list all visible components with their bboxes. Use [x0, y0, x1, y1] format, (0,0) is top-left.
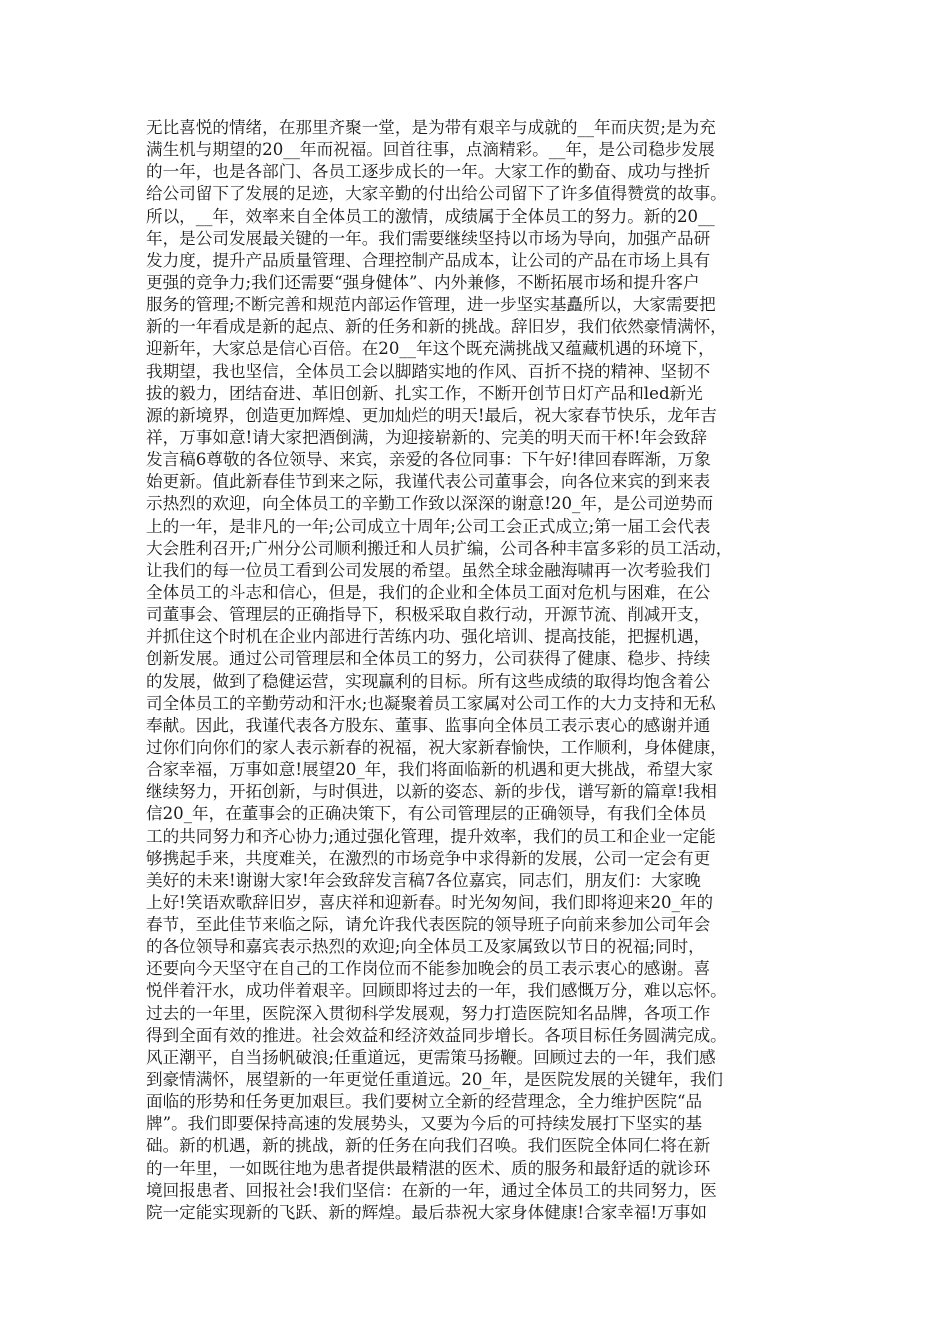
text-line: 牌”。我们即要保持高速的发展势头，又要为今后的可持续发展打下坚实的基: [146, 1114, 703, 1134]
text-line: 给公司留下了发展的足迹，大家辛勤的付出给公司留下了许多值得赞赏的故事。: [146, 184, 727, 204]
text-line: 上的一年，是非凡的一年;公司成立十周年;公司工会正式成立;第一届工会代表: [146, 516, 711, 536]
text-line: 创新发展。通过公司管理层和全体员工的努力，公司获得了健康、稳步、持续: [146, 649, 711, 669]
text-line: 春节，至此佳节来临之际，请允许我代表医院的领导班子向前来参加公司年会: [146, 915, 711, 935]
text-line: 过你们向你们的家人表示新春的祝福，祝大家新春愉快，工作顺利，身体健康，: [146, 737, 727, 757]
text-line: 大会胜利召开;广州分公司顺利搬迁和人员扩编，公司各种丰富多彩的员工活动，: [146, 538, 733, 558]
text-line: 源的新境界，创造更加辉煌、更加灿烂的明天!最后，祝大家春节快乐，龙年吉: [146, 405, 717, 425]
text-line: 风正潮平，自当扬帆破浪;任重道远，更需策马扬鞭。回顾过去的一年，我们感: [146, 1047, 716, 1067]
text-line: 工的共同努力和齐心协力;通过强化管理，提升效率，我们的员工和企业一定能: [146, 826, 716, 846]
text-line: 的各位领导和嘉宾表示热烈的欢迎;向全体员工及家属致以节日的祝福;同时，: [146, 937, 705, 957]
text-line: 始更新。值此新春佳节到来之际，我谨代表公司董事会，向各位来宾的到来表: [146, 472, 711, 492]
text-line: 无比喜悦的情绪，在那里齐聚一堂，是为带有艰辛与成就的__年而庆贺;是为充: [146, 118, 716, 137]
text-line: 让我们的每一位员工看到公司发展的希望。虽然全球金融海啸再一次考验我们: [146, 560, 711, 580]
text-line: 合家幸福，万事如意!展望20_年，我们将面临新的机遇和更大挑战，希望大家: [146, 760, 714, 780]
text-line: 拔的毅力，团结奋进、革旧创新、扎实工作，不断开创节日灯产品和led新光: [146, 383, 703, 403]
text-line: 继续努力，开拓创新，与时俱进，以新的姿态、新的步伐，谱写新的篇章!我相: [146, 782, 717, 802]
text-line: 础。新的机遇，新的挑战，新的任务在向我们召唤。我们医院全体同仁将在新: [146, 1136, 711, 1156]
text-line: 迎新年，大家总是信心百倍。在20__年这个既充满挑战又蕴藏机遇的环境下，: [146, 339, 715, 359]
text-line: 所以，__年，效率来自全体员工的激情，成绩属于全体员工的努力。新的20__: [146, 206, 715, 226]
text-line: 发力度，提升产品质量管理、合理控制产品成本，让公司的产品在市场上具有: [146, 250, 711, 270]
text-line: 年，是公司发展最关键的一年。我们需要继续坚持以市场为导向，加强产品研: [146, 228, 711, 248]
text-line: 信20_年，在董事会的正确决策下，有公司管理层的正确领导，有我们全体员: [146, 804, 707, 824]
text-line: 满生机与期望的20__年而祝福。回首往事，点滴精彩。__年，是公司稳步发展: [146, 140, 715, 160]
text-line: 够携起手来，共度难关，在激烈的市场竞争中求得新的发展，公司一定会有更: [146, 848, 711, 868]
text-line: 祥，万事如意!请大家把酒倒满，为迎接崭新的、完美的明天而干杯!年会致辞: [146, 427, 707, 447]
text-line: 的发展，做到了稳健运营，实现赢利的目标。所有这些成绩的取得均饱含着公: [146, 671, 711, 691]
text-line: 上好!笑语欢歌辞旧岁，喜庆祥和迎新春。时光匆匆间，我们即将迎来20_年的: [146, 892, 714, 912]
body-text: [146, 117, 826, 1224]
text-line: 境回报患者、回报社会!我们坚信：在新的一年，通过全体员工的共同努力，医: [146, 1180, 717, 1200]
text-line: 全体员工的斗志和信心，但是，我们的企业和全体员工面对危机与困难，在公: [146, 582, 711, 602]
text-line: 司董事会、管理层的正确指导下，积极采取自救行动，开源节流、削减开支，: [146, 605, 711, 625]
text-line: 并抓住这个时机在企业内部进行苦练内功、强化培训、提高技能，把握机遇，: [146, 627, 711, 647]
text-line: 我期望，我也坚信，全体员工会以脚踏实地的作风、百折不挠的精神、坚韧不: [146, 361, 711, 381]
text-line: 还要向今天坚守在自己的工作岗位而不能参加晚会的员工表示衷心的感谢。喜: [146, 959, 711, 979]
text-line: 新的一年看成是新的起点、新的任务和新的挑战。辞旧岁，我们依然豪情满怀，: [146, 317, 727, 337]
text-line: 司全体员工的辛勤劳动和汗水;也凝聚着员工家属对公司工作的大力支持和无私: [146, 693, 716, 713]
text-line: 美好的未来!谢谢大家!年会致辞发言稿7各位嘉宾，同志们，朋友们：大家晚: [146, 870, 701, 890]
text-line: 院一定能实现新的飞跃、新的辉煌。最后恭祝大家身体健康!合家幸福!万事如: [146, 1202, 707, 1222]
text-line: 得到全面有效的推进。社会效益和经济效益同步增长。各项目标任务圆满完成。: [146, 1025, 727, 1045]
text-line: 面临的形势和任务更加艰巨。我们要树立全新的经营理念，全力维护医院“品: [146, 1092, 703, 1112]
text-line: 的一年里，一如既往地为患者提供最精湛的医术、质的服务和最舒适的就诊环: [146, 1158, 711, 1178]
text-line: 到豪情满怀，展望新的一年更觉任重道远。20_年，是医院发展的关键年，我们: [146, 1070, 724, 1090]
text-line: 示热烈的欢迎，向全体员工的辛勤工作致以深深的谢意!20_年，是公司逆势而: [146, 494, 714, 514]
text-line: 发言稿6尊敬的各位领导、来宾，亲爱的各位同事：下午好!律回春晖渐，万象: [146, 450, 711, 470]
text-line: 的一年，也是各部门、各员工逐步成长的一年。大家工作的勤奋、成功与挫折: [146, 162, 711, 182]
text-line: 悦伴着汗水，成功伴着艰辛。回顾即将过去的一年，我们感慨万分，难以忘怀。: [146, 981, 727, 1001]
text-line: 奉献。因此，我谨代表各方股东、董事、监事向全体员工表示衷心的感谢并通: [146, 715, 711, 735]
text-line: 更强的竞争力;我们还需要“强身健体”、内外兼修，不断拓展市场和提升客户: [146, 272, 700, 292]
text-line: 过去的一年里，医院深入贯彻科学发展观，努力打造医院知名品牌，各项工作: [146, 1003, 711, 1023]
text-line: 服务的管理;不断完善和规范内部运作管理，进一步坚实基矗所以，大家需要把: [146, 295, 716, 315]
